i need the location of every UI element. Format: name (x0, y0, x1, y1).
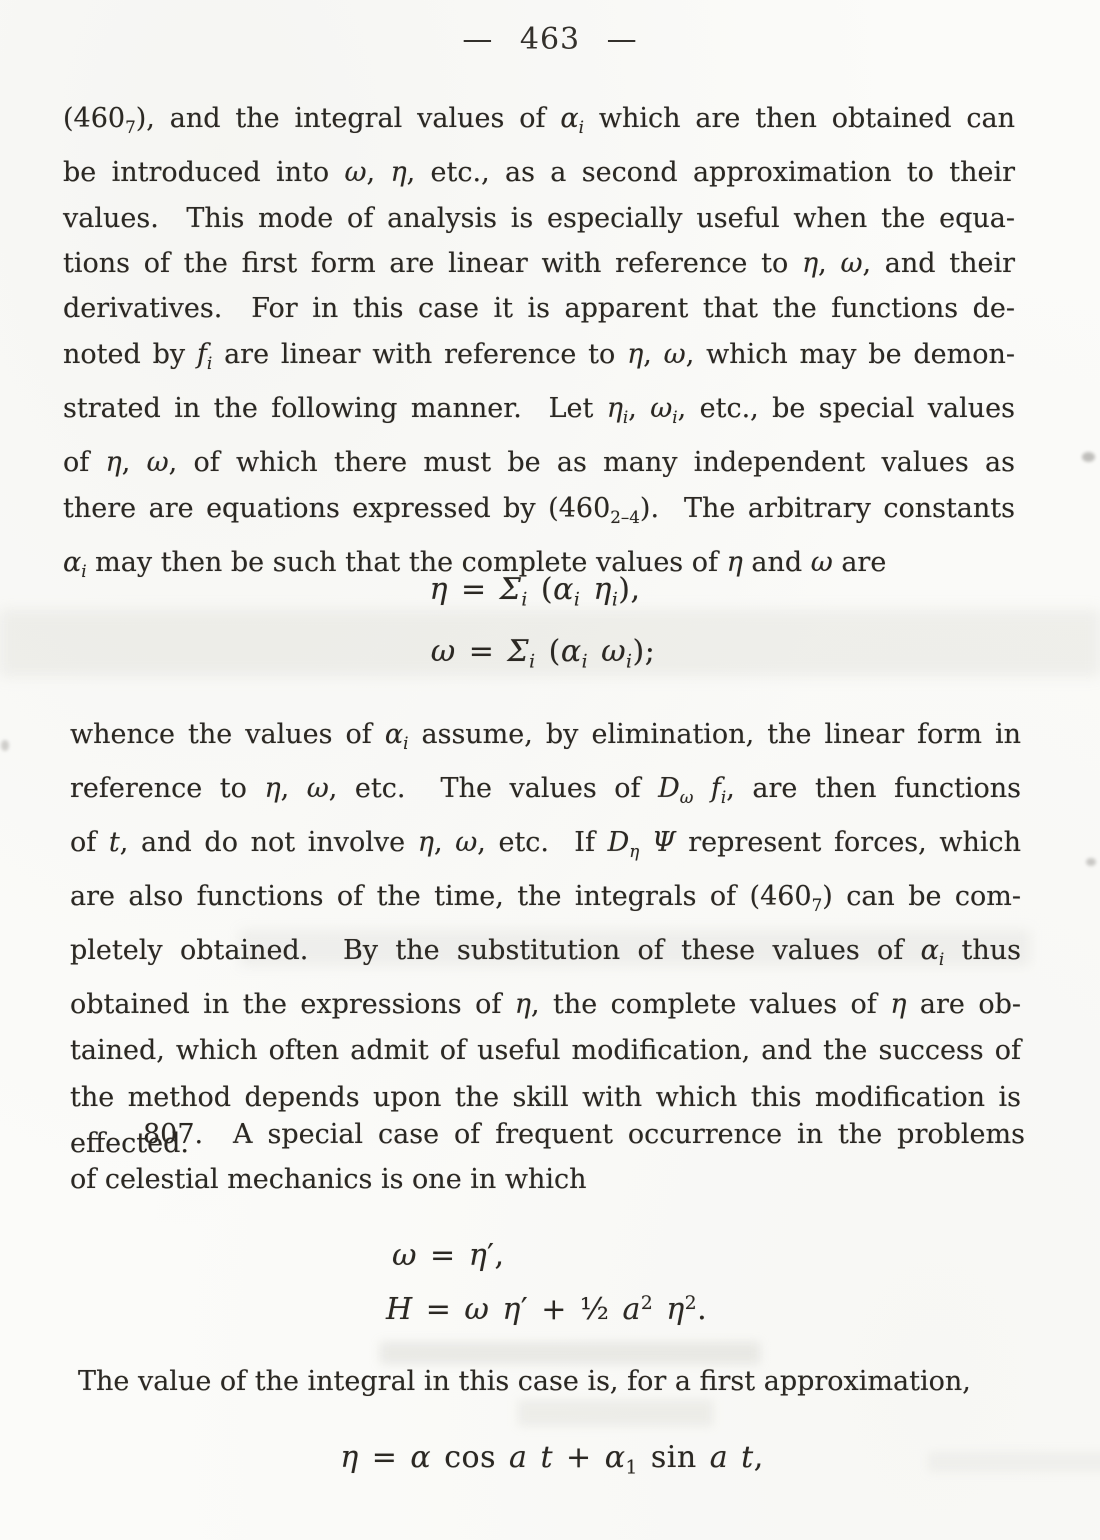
text-line: are also functions of the time, the integrals of $(460_7)$ can be com- (70, 881, 1021, 915)
equation-eta-sum: $\eta = \Sigma_i$ ($\alpha_i$ $\eta_i$), (429, 572, 641, 611)
text-line: values. This mode of analysis is especially useful when the equa- (63, 202, 1015, 234)
scan-speck (1082, 452, 1095, 462)
text-line: pletely obtained. By the substitution of these values of $\alpha_i$ thus (70, 935, 1021, 970)
text-line: 807. A special case of frequent occurrence in the problems (143, 1119, 1025, 1150)
text-line: derivatives. For in this case it is apparent that the functions de- (63, 293, 1015, 325)
text-line: of celestial mechanics is one in which (70, 1164, 587, 1195)
equation-omega-eta-prime: ω = η′, (392, 1238, 505, 1273)
scan-smudge (380, 1342, 760, 1364)
text-line: tained, which often admit of useful modification, and the success of (70, 1035, 1021, 1067)
scan-speck (1086, 858, 1096, 866)
text-line: $\alpha_i$ may then be such that the complete values of η and ω are (63, 547, 887, 581)
scan-speck (1, 740, 9, 751)
text-line: there are equations expressed by $(460_{2-4})$. The arbitrary constants (63, 492, 1015, 527)
equation-hamiltonian: H = ω η′ + ½ $a^2$ $\eta^2$. (386, 1292, 708, 1327)
text-line: whence the values of $\alpha_i$ assume, by elimination, the linear form in (70, 719, 1021, 753)
text-line: obtained in the expressions of η, the complete values of η are ob- (70, 989, 1021, 1021)
text-line: of η, ω, of which there must be as many independent values as (63, 447, 1015, 479)
paragraph-2 (70, 712, 1021, 1167)
text-line: tions of the first form are linear with reference to η, ω, and their (63, 248, 1016, 280)
text-line: strated in the following manner. Let $\eta_i$, $\omega_i$, etc., be special values (63, 393, 1015, 427)
page-number: — 463 — (462, 22, 638, 57)
scan-smudge (518, 1400, 713, 1426)
paragraph-3-section-807 (70, 1112, 1025, 1202)
text-line: reference to η, ω, etc. The values of $D_\omega$ $f_i$, are then functions (70, 773, 1021, 807)
integral-intro-line: The value of the integral in this case is, for a first approximation, (78, 1366, 971, 1397)
text-line: be introduced into ω, η, etc., as a second approximation to their (63, 157, 1016, 189)
text-line: effected. (70, 1127, 189, 1159)
text-line: the method depends upon the skill with which this modification is (70, 1081, 1021, 1113)
equation-omega-sum: $\omega = \Sigma_i$ ($\alpha_i$ $\omega_i$); (430, 634, 656, 673)
text-line: of t, and do not involve η, ω, etc. If $D_\eta$ Ψ represent forces, which (70, 827, 1022, 861)
paragraph-1 (63, 96, 1015, 594)
equation-eta-cos-sin: η = α cos a $t + \alpha_1$ sin a t, (340, 1440, 764, 1479)
text-line: noted by $f_i$ are linear with reference to η, ω, which may be demon- (63, 338, 1015, 373)
text-line: $(460_7)$, and the integral values of $\alpha_i$ which are then obtained can (63, 103, 1015, 137)
